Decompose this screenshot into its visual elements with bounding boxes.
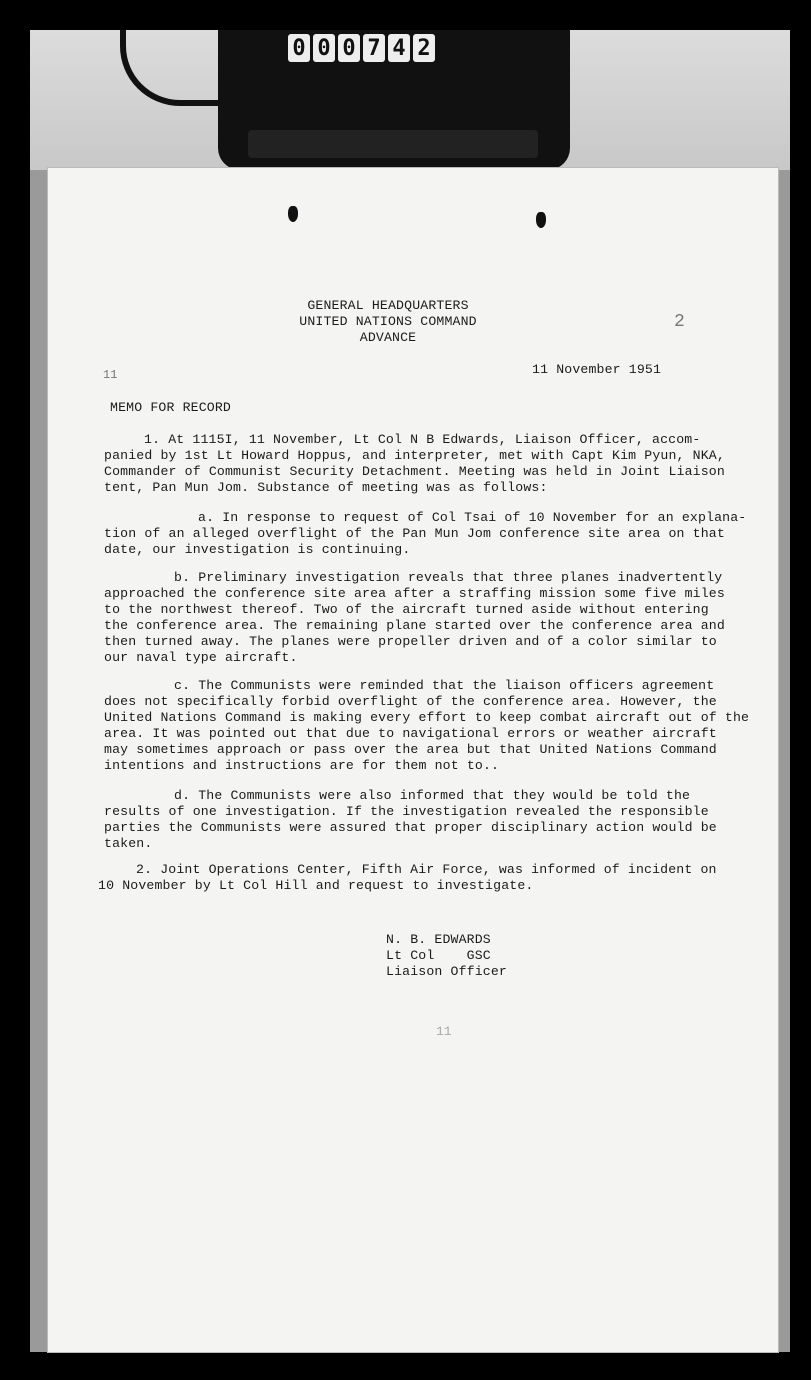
document-page [48,168,778,1352]
signature-name: N. B. EDWARDS [386,932,491,947]
para-c-line: area. It was pointed out that due to navigational errors or weather aircraft [104,726,717,741]
para-a-line: a. In response to request of Col Tsai of 10 November for an explana- [198,510,747,525]
page-mark: 2 [674,312,685,332]
para-a-line: date, our investigation is continuing. [104,542,411,557]
para-b-line: the conference area. The remaining plane started over the conference area and [104,618,725,633]
bottom-mark: 11 [436,1024,452,1039]
para-c-line: United Nations Command is making every effort to keep combat aircraft out of the [104,710,750,725]
para2-line: 10 November by Lt Col Hill and request to investigate. [98,878,534,893]
frame-counter [288,34,435,64]
para-d-line: d. The Communists were also informed that they would be told the [174,788,691,803]
counter-digit: 7 [363,34,385,62]
counter-digit: 0 [288,34,310,62]
para1-line: 1. At 1115I, 11 November, Lt Col N B Edwards, Liaison Officer, accom- [144,432,701,447]
para-c-line: intentions and instructions are for them not to.. [104,758,500,773]
counter-digit: 2 [413,34,435,62]
para-c-line: may sometimes approach or pass over the area but that United Nations Command [104,742,717,757]
memo-title: MEMO FOR RECORD [110,400,231,415]
counter-digit: 0 [313,34,335,62]
header-line-2: UNITED NATIONS COMMAND [299,314,477,329]
para-b-line: to the northwest thereof. Two of the aircraft turned aside without entering [104,602,709,617]
para2-line: 2. Joint Operations Center, Fifth Air Force, was informed of incident on [136,862,717,877]
margin-mark: 11 [103,368,118,382]
para-b-line: our naval type aircraft. [104,650,298,665]
header-line-1: GENERAL HEADQUARTERS [307,298,469,313]
para-d-line: parties the Communists were assured that proper disciplinary action would be [104,820,717,835]
para-d-line: taken. [104,836,153,851]
punch-hole [288,206,298,222]
para-b-line: approached the conference site area after a straffing mission some five miles [104,586,725,601]
para-c-line: does not specifically forbid overflight of the conference area. However, the [104,694,717,709]
para-b-line: b. Preliminary investigation reveals that three planes inadvertently [174,570,723,585]
punch-hole [536,212,546,228]
para1-line: panied by 1st Lt Howard Hoppus, and interpreter, met with Capt Kim Pyun, NKA, [104,448,725,463]
para1-line: Commander of Communist Security Detachment. Meeting was held in Joint Liaison [104,464,725,479]
stamp-base [248,130,538,158]
para-b-line: then turned away. The planes were propeller driven and of a color similar to [104,634,717,649]
para-a-line: tion of an alleged overflight of the Pan Mun Jom conference site area on that [104,526,725,541]
para1-line: tent, Pan Mun Jom. Substance of meeting was as follows: [104,480,548,495]
signature-title: Liaison Officer [386,964,507,979]
memo-date: 11 November 1951 [532,362,662,377]
signature-rank: Lt Col GSC [386,948,491,963]
header-line-3: ADVANCE [359,330,417,345]
counter-digit: 4 [388,34,410,62]
para-c-line: c. The Communists were reminded that the liaison officers agreement [174,678,715,693]
counter-digit: 0 [338,34,360,62]
para-d-line: results of one investigation. If the investigation revealed the responsible [104,804,709,819]
